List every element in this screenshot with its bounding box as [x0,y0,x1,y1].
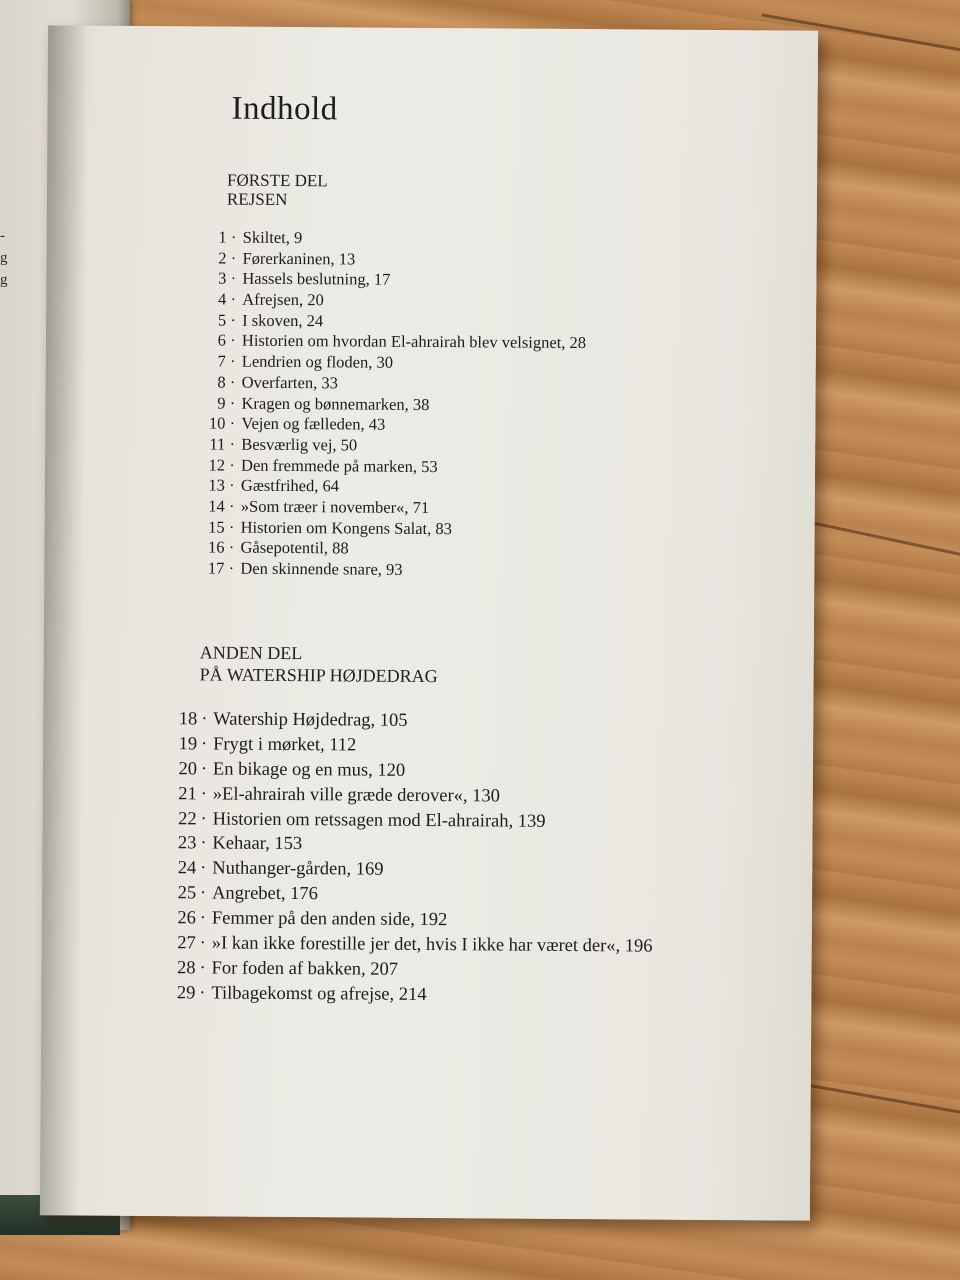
chapter-title: Femmer på den anden side, 192 [211,908,448,931]
toc-entry [194,558,584,581]
chapter-title: Kehaar, 153 [212,833,303,855]
toc-entry [195,414,585,437]
chapter-title: Den fremmede på marken, 53 [241,455,438,476]
toc-entry [163,759,654,787]
page-title: Indhold [231,90,338,128]
part-1-subheading-line: REJSEN [226,189,288,210]
toc-entry [162,908,653,936]
part-2-heading-line: ANDEN DEL [199,642,303,664]
chapter-title: Overfarten, 33 [241,372,338,393]
chapter-number: 24 [177,858,197,879]
chapter-number: 18 [178,709,198,730]
chapter-number: 21 [178,783,197,805]
separator-dot: · [229,475,235,495]
separator-dot: · [230,310,236,330]
chapter-number: 29 [176,983,196,1004]
toc-entry [197,227,587,250]
chapter-title: Lendrien og floden, 30 [241,351,394,372]
chapter-number: 9 [217,393,226,413]
toc-entry [195,455,585,478]
chapter-title: Den skinnende snare, 93 [240,558,403,579]
chapter-title: Angrebet, 176 [212,883,319,905]
toc-entry [196,248,586,271]
separator-dot: · [200,759,208,780]
part-2-chapter-list [161,709,654,1011]
wood-plank-seam [791,1081,960,1122]
toc-entry [195,434,585,457]
separator-dot: · [200,734,208,755]
chapter-title: »Som træer i november«, 71 [240,496,430,517]
chapter-title: Vejen og fælleden, 43 [241,413,386,434]
separator-dot: · [199,958,206,979]
chapter-number: 5 [217,310,227,330]
chapter-title: »I kan ikke forestille jer det, hvis I ikke har været der«, 196 [211,933,653,957]
chapter-title: Afrejsen, 20 [242,289,324,310]
separator-dot: · [200,784,207,805]
chapter-number: 8 [217,372,226,392]
separator-dot: · [199,908,207,929]
chapter-title: Frygt i mørket, 112 [213,734,357,756]
toc-entry [163,709,654,737]
separator-dot: · [228,537,235,557]
toc-entry [195,476,585,499]
separator-dot: · [200,833,207,854]
chapter-number: 1 [218,227,227,247]
toc-entry [163,809,654,837]
toc-entry [195,517,585,540]
chapter-title: Historien om hvordan El-ahrairah blev velsignet, 28 [241,331,587,353]
separator-dot: · [230,227,237,247]
chapter-title: I skoven, 24 [242,310,324,331]
separator-dot: · [229,434,236,454]
separator-dot: · [199,983,206,1004]
toc-entry [162,883,653,911]
chapter-number: 26 [177,908,197,929]
part-2-subheading-line: PÅ WATERSHIP HØJDEDRAG [199,664,438,687]
toc-entry [163,784,654,812]
toc-entry [196,310,586,333]
separator-dot: · [230,289,237,309]
contents-page [40,25,818,1220]
chapter-title: Hassels beslutning, 17 [242,269,391,290]
chapter-title: Watership Højdedrag, 105 [213,709,408,731]
toc-entry [161,958,652,986]
separator-dot: · [228,496,235,516]
separator-dot: · [228,558,235,578]
chapter-number: 15 [208,517,225,537]
part-1-chapter-list [194,227,587,581]
facing-page-text-fragment: g [0,272,8,288]
facing-page-text-fragment: g [0,250,8,266]
chapter-title: Gåsepotentil, 88 [240,537,349,558]
chapter-title: Nuthanger-gården, 169 [212,858,384,881]
chapter-number: 25 [177,883,197,904]
separator-dot: · [230,351,236,371]
chapter-number: 3 [218,268,227,288]
chapter-number: 22 [178,808,197,829]
chapter-title: En bikage og en mus, 120 [212,759,406,781]
chapter-title: For foden af bakken, 207 [211,958,399,980]
toc-entry [196,269,586,292]
chapter-number: 17 [207,558,225,578]
page-gutter-shadow [40,25,88,1215]
part-1-heading-line: FØRSTE DEL [227,170,328,191]
toc-entry [162,834,653,862]
toc-entry [196,351,586,374]
chapter-number: 16 [207,537,225,557]
separator-dot: · [230,268,237,289]
chapter-number: 7 [217,351,226,371]
separator-dot: · [229,393,236,413]
separator-dot: · [229,413,236,433]
toc-entry [161,983,652,1011]
chapter-number: 28 [177,958,196,979]
toc-entry [162,858,653,886]
separator-dot: · [230,331,236,351]
chapter-number: 13 [208,475,226,495]
separator-dot: · [200,858,207,879]
chapter-number: 2 [218,248,227,268]
chapter-number: 27 [177,933,196,954]
separator-dot: · [228,517,235,537]
separator-dot: · [230,248,237,268]
toc-entry [195,393,585,416]
toc-entry [196,331,586,354]
toc-entry [196,372,586,395]
chapter-title: Historien om retssagen mod El-ahrairah, 139 [212,809,546,832]
toc-entry [194,538,584,561]
chapter-title: Kragen og bønnemarken, 38 [241,393,430,414]
chapter-number: 12 [208,455,226,475]
separator-dot: · [229,455,235,475]
part-2-heading [200,641,438,687]
chapter-number: 19 [178,734,198,755]
chapter-number: 20 [178,759,198,780]
separator-dot: · [200,808,207,830]
chapter-number: 10 [208,413,226,433]
chapter-number: 14 [208,496,225,516]
chapter-title: Historien om Kongens Salat, 83 [240,517,453,538]
toc-entry [195,496,585,519]
chapter-title: Skiltet, 9 [242,227,303,248]
separator-dot: · [199,933,206,954]
separator-dot: · [229,372,236,392]
part-1-heading [227,171,328,210]
chapter-title: Besværlig vej, 50 [241,434,358,455]
separator-dot: · [199,883,207,904]
chapter-title: »El-ahrairah ville græde derover«, 130 [212,784,501,807]
toc-entry [162,933,653,961]
toc-entry [196,289,586,312]
chapter-title: Tilbagekomst og afrejse, 214 [211,983,427,1005]
separator-dot: · [201,709,208,730]
chapter-title: Førerkaninen, 13 [242,248,356,269]
chapter-number: 4 [217,289,227,309]
chapter-title: Gæstfrihed, 64 [240,475,340,496]
chapter-number: 6 [217,330,227,351]
toc-entry [163,734,654,762]
chapter-number: 23 [177,833,197,854]
chapter-number: 11 [209,434,226,454]
facing-page-text-fragment: - [0,228,5,244]
